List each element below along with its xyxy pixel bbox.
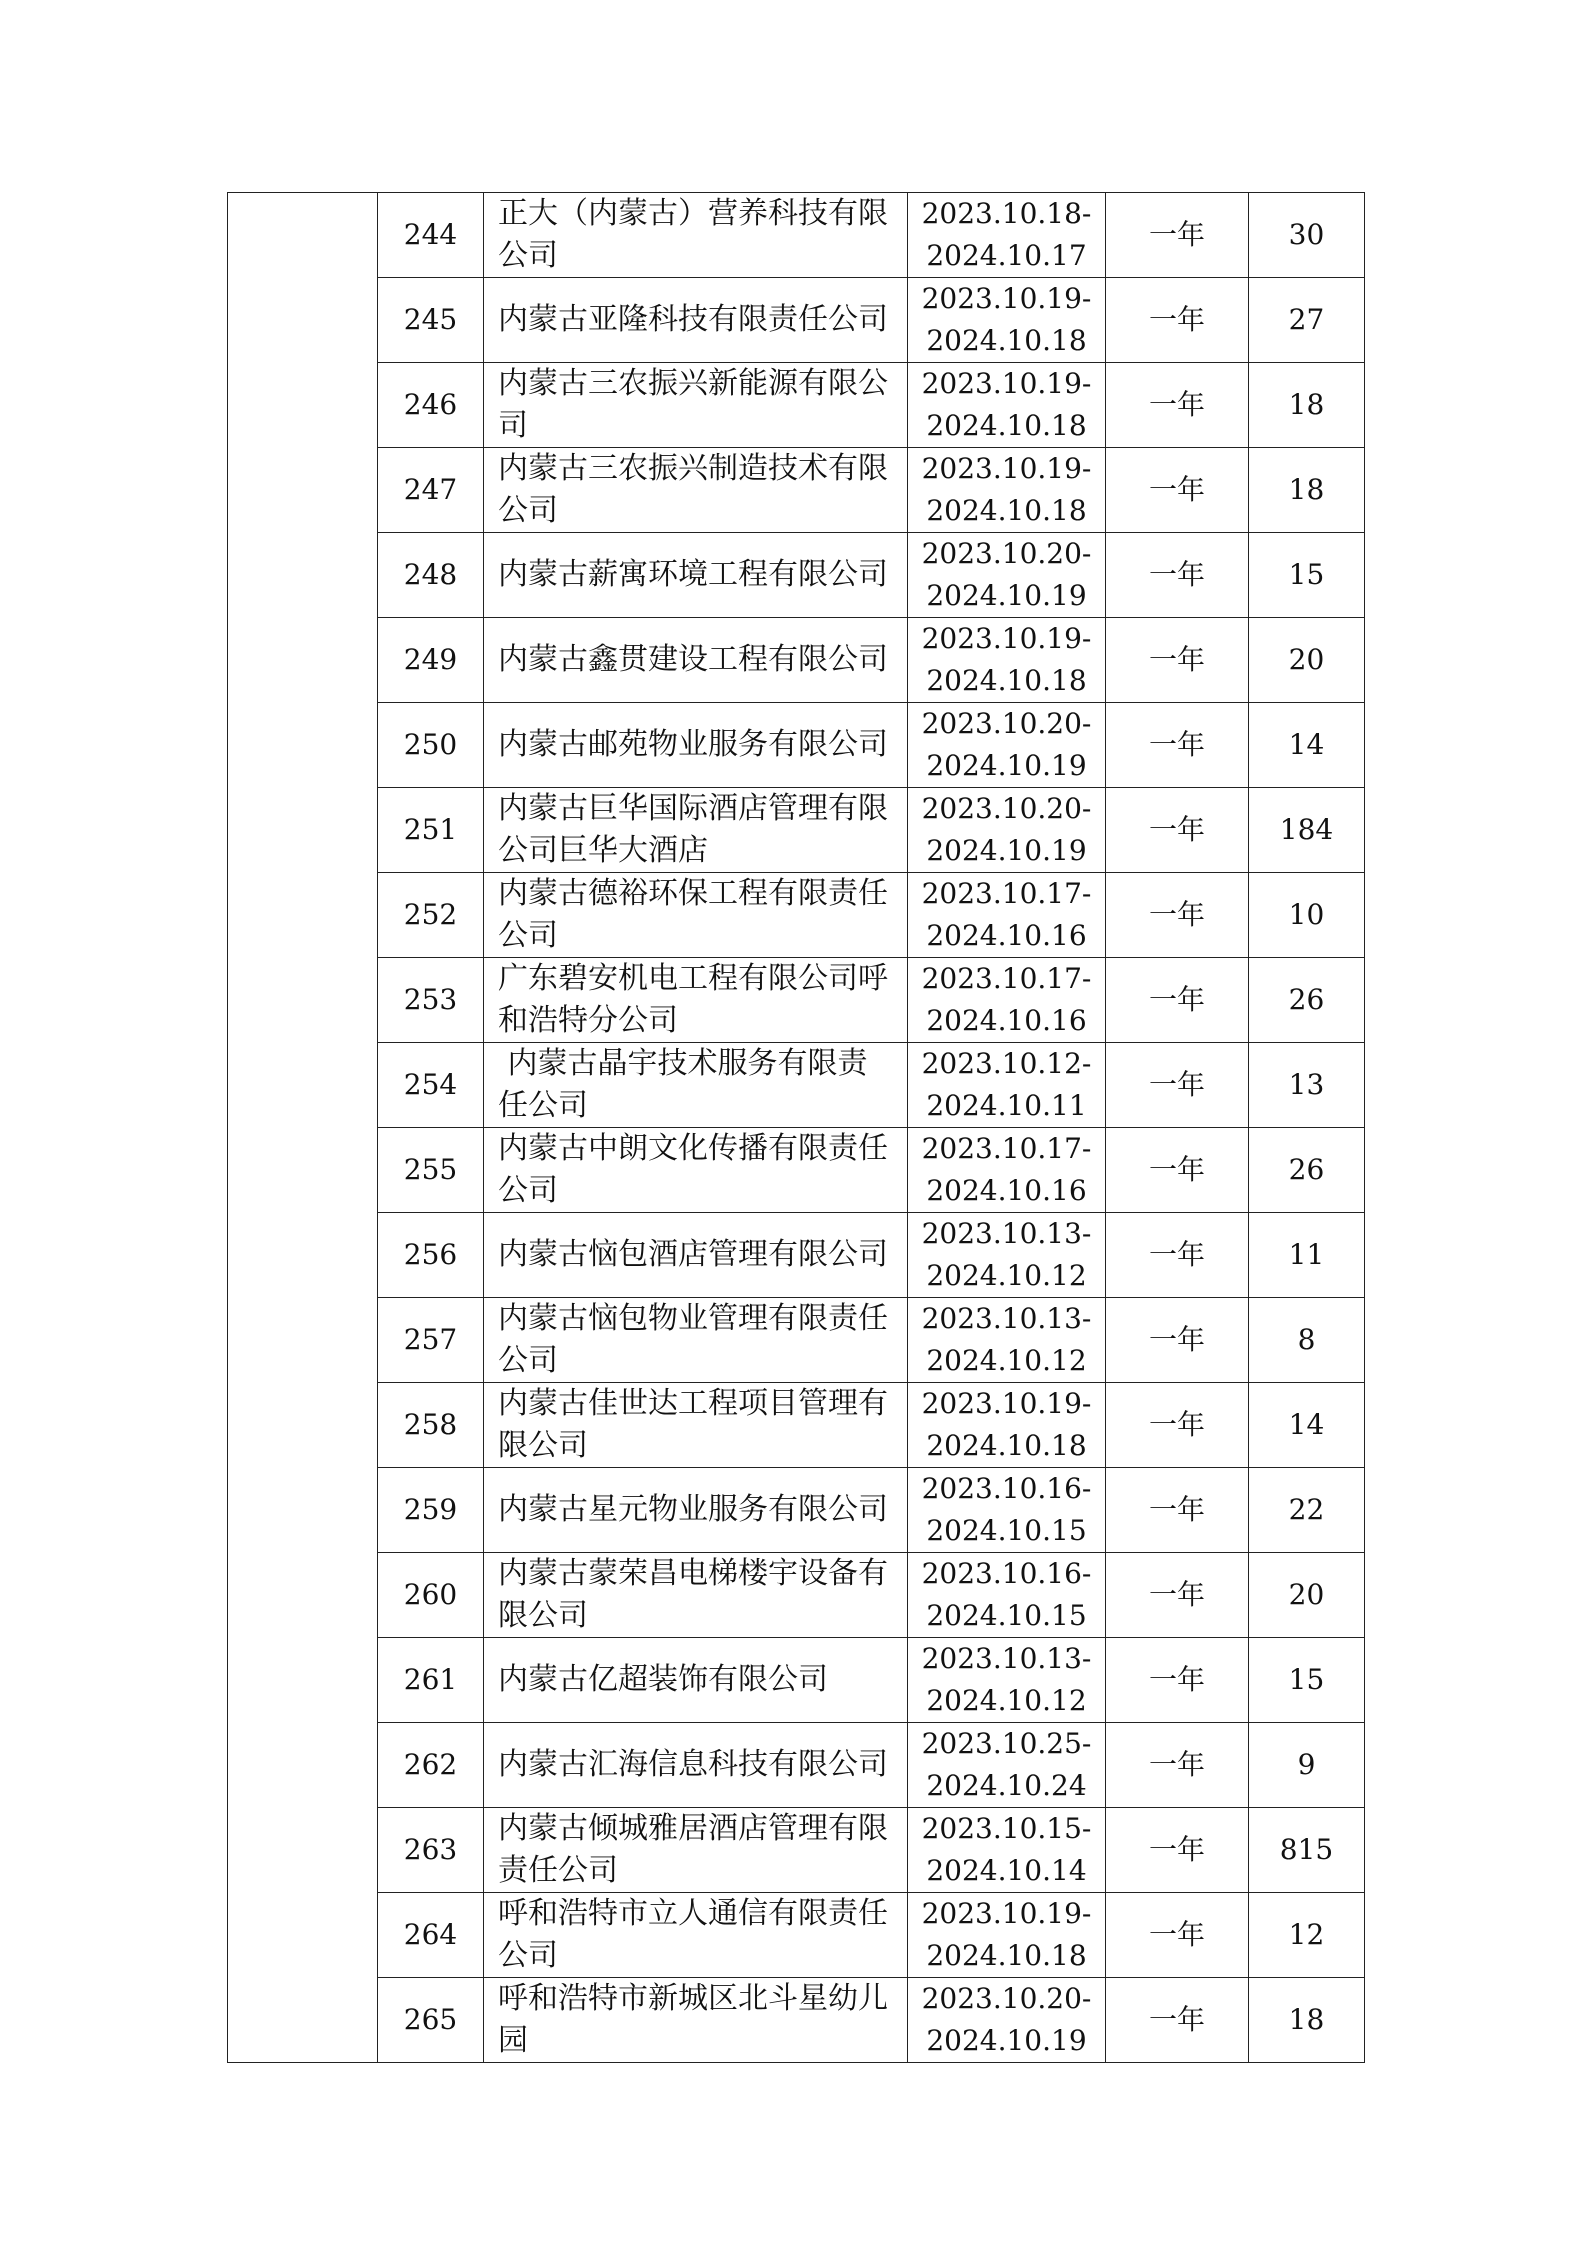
term: 一年 [1106, 1638, 1249, 1723]
company-name: 内蒙古中朗文化传播有限责任公司 [484, 1128, 908, 1213]
count: 9 [1249, 1723, 1365, 1808]
count: 26 [1249, 958, 1365, 1043]
company-name: 内蒙古邮苑物业服务有限公司 [484, 703, 908, 788]
table-row [228, 873, 1365, 958]
period-start: 2023.10.19- [921, 282, 1092, 315]
row-number: 249 [378, 618, 484, 703]
count: 15 [1249, 533, 1365, 618]
count: 815 [1249, 1808, 1365, 1893]
validity-period [908, 278, 1106, 363]
term: 一年 [1106, 1978, 1249, 2063]
term: 一年 [1106, 1213, 1249, 1298]
table-row [228, 1893, 1365, 1978]
count: 14 [1249, 703, 1365, 788]
row-number: 254 [378, 1043, 484, 1128]
count: 184 [1249, 788, 1365, 873]
validity-period [908, 1298, 1106, 1383]
period-end: 2024.10.18 [926, 1429, 1087, 1462]
term: 一年 [1106, 1128, 1249, 1213]
period-end: 2024.10.24 [926, 1769, 1087, 1802]
table-row [228, 1383, 1365, 1468]
row-number: 261 [378, 1638, 484, 1723]
period-start: 2023.10.17- [921, 1132, 1092, 1165]
row-number: 248 [378, 533, 484, 618]
count: 13 [1249, 1043, 1365, 1128]
period-start: 2023.10.15- [921, 1812, 1092, 1845]
period-end: 2024.10.15 [926, 1514, 1087, 1547]
period-start: 2023.10.16- [921, 1557, 1092, 1590]
period-end: 2024.10.15 [926, 1599, 1087, 1632]
validity-period [908, 1468, 1106, 1553]
term: 一年 [1106, 193, 1249, 278]
table-row [228, 703, 1365, 788]
period-start: 2023.10.13- [921, 1217, 1092, 1250]
row-number: 259 [378, 1468, 484, 1553]
period-start: 2023.10.17- [921, 962, 1092, 995]
table-row [228, 1638, 1365, 1723]
period-end: 2024.10.18 [926, 664, 1087, 697]
group-cell [228, 193, 378, 2063]
row-number: 264 [378, 1893, 484, 1978]
company-name: 内蒙古三农振兴制造技术有限公司 [484, 448, 908, 533]
table-row [228, 1213, 1365, 1298]
count: 14 [1249, 1383, 1365, 1468]
period-end: 2024.10.17 [926, 239, 1087, 272]
period-start: 2023.10.12- [921, 1047, 1092, 1080]
period-start: 2023.10.20- [921, 707, 1092, 740]
period-start: 2023.10.19- [921, 367, 1092, 400]
period-start: 2023.10.19- [921, 452, 1092, 485]
term: 一年 [1106, 278, 1249, 363]
row-number: 244 [378, 193, 484, 278]
term: 一年 [1106, 533, 1249, 618]
company-name: 广东碧安机电工程有限公司呼和浩特分公司 [484, 958, 908, 1043]
validity-period [908, 1978, 1106, 2063]
term: 一年 [1106, 1893, 1249, 1978]
table-row [228, 1553, 1365, 1638]
table-row [228, 958, 1365, 1043]
term: 一年 [1106, 703, 1249, 788]
table-body [228, 193, 1365, 2063]
period-end: 2024.10.16 [926, 1174, 1087, 1207]
row-number: 255 [378, 1128, 484, 1213]
table-row [228, 1043, 1365, 1128]
company-name: 内蒙古三农振兴新能源有限公司 [484, 363, 908, 448]
term: 一年 [1106, 1808, 1249, 1893]
company-name: 内蒙古德裕环保工程有限责任公司 [484, 873, 908, 958]
validity-period [908, 1383, 1106, 1468]
period-start: 2023.10.19- [921, 1897, 1092, 1930]
company-name: 内蒙古倾城雅居酒店管理有限责任公司 [484, 1808, 908, 1893]
table-row [228, 1128, 1365, 1213]
validity-period [908, 1723, 1106, 1808]
company-name: 内蒙古星元物业服务有限公司 [484, 1468, 908, 1553]
table-row [228, 363, 1365, 448]
term: 一年 [1106, 873, 1249, 958]
term: 一年 [1106, 1298, 1249, 1383]
period-start: 2023.10.20- [921, 1982, 1092, 2015]
table-row [228, 448, 1365, 533]
row-number: 260 [378, 1553, 484, 1638]
company-name: 内蒙古佳世达工程项目管理有限公司 [484, 1383, 908, 1468]
validity-period [908, 703, 1106, 788]
term: 一年 [1106, 958, 1249, 1043]
period-start: 2023.10.16- [921, 1472, 1092, 1505]
period-start: 2023.10.19- [921, 622, 1092, 655]
validity-period [908, 1893, 1106, 1978]
validity-period [908, 193, 1106, 278]
company-name: 内蒙古亿超装饰有限公司 [484, 1638, 908, 1723]
term: 一年 [1106, 1043, 1249, 1128]
count: 11 [1249, 1213, 1365, 1298]
count: 8 [1249, 1298, 1365, 1383]
validity-period [908, 1638, 1106, 1723]
period-end: 2024.10.19 [926, 749, 1087, 782]
count: 18 [1249, 1978, 1365, 2063]
table-row [228, 533, 1365, 618]
period-end: 2024.10.16 [926, 1004, 1087, 1037]
term: 一年 [1106, 1553, 1249, 1638]
row-number: 253 [378, 958, 484, 1043]
count: 12 [1249, 1893, 1365, 1978]
period-start: 2023.10.20- [921, 537, 1092, 570]
row-number: 251 [378, 788, 484, 873]
row-number: 256 [378, 1213, 484, 1298]
company-name: 呼和浩特市立人通信有限责任公司 [484, 1893, 908, 1978]
period-end: 2024.10.16 [926, 919, 1087, 952]
period-end: 2024.10.14 [926, 1854, 1087, 1887]
term: 一年 [1106, 618, 1249, 703]
validity-period [908, 448, 1106, 533]
table-row [228, 618, 1365, 703]
table-row [228, 788, 1365, 873]
table-row [228, 193, 1365, 278]
validity-period [908, 1213, 1106, 1298]
period-end: 2024.10.19 [926, 2024, 1087, 2057]
period-end: 2024.10.12 [926, 1259, 1087, 1292]
company-name: 内蒙古薪寓环境工程有限公司 [484, 533, 908, 618]
validity-period [908, 618, 1106, 703]
table-row [228, 1298, 1365, 1383]
validity-period [908, 1553, 1106, 1638]
row-number: 246 [378, 363, 484, 448]
row-number: 257 [378, 1298, 484, 1383]
validity-period [908, 533, 1106, 618]
table-row [228, 278, 1365, 363]
period-end: 2024.10.12 [926, 1344, 1087, 1377]
period-end: 2024.10.18 [926, 1939, 1087, 1972]
company-name: 内蒙古恼包物业管理有限责任公司 [484, 1298, 908, 1383]
row-number: 258 [378, 1383, 484, 1468]
company-name: 正大（内蒙古）营养科技有限公司 [484, 193, 908, 278]
row-number: 247 [378, 448, 484, 533]
period-start: 2023.10.13- [921, 1302, 1092, 1335]
table-row [228, 1468, 1365, 1553]
count: 20 [1249, 1553, 1365, 1638]
count: 26 [1249, 1128, 1365, 1213]
period-end: 2024.10.12 [926, 1684, 1087, 1717]
period-end: 2024.10.18 [926, 494, 1087, 527]
company-name: 内蒙古汇海信息科技有限公司 [484, 1723, 908, 1808]
period-end: 2024.10.19 [926, 834, 1087, 867]
row-number: 263 [378, 1808, 484, 1893]
row-number: 262 [378, 1723, 484, 1808]
company-name: 内蒙古蒙荣昌电梯楼宇设备有限公司 [484, 1553, 908, 1638]
count: 10 [1249, 873, 1365, 958]
table-row [228, 1723, 1365, 1808]
validity-period [908, 958, 1106, 1043]
term: 一年 [1106, 448, 1249, 533]
term: 一年 [1106, 788, 1249, 873]
company-name: 内蒙古晶宇技术服务有限责任公司 [484, 1043, 908, 1128]
count: 18 [1249, 448, 1365, 533]
term: 一年 [1106, 1723, 1249, 1808]
period-end: 2024.10.19 [926, 579, 1087, 612]
enterprise-table [227, 192, 1365, 2063]
table-row [228, 1808, 1365, 1893]
count: 27 [1249, 278, 1365, 363]
term: 一年 [1106, 1468, 1249, 1553]
company-name: 呼和浩特市新城区北斗星幼儿园 [484, 1978, 908, 2063]
row-number: 245 [378, 278, 484, 363]
count: 20 [1249, 618, 1365, 703]
period-end: 2024.10.11 [926, 1089, 1087, 1122]
table-row [228, 1978, 1365, 2063]
period-start: 2023.10.20- [921, 792, 1092, 825]
company-name: 内蒙古恼包酒店管理有限公司 [484, 1213, 908, 1298]
count: 18 [1249, 363, 1365, 448]
period-start: 2023.10.13- [921, 1642, 1092, 1675]
row-number: 265 [378, 1978, 484, 2063]
count: 15 [1249, 1638, 1365, 1723]
company-name: 内蒙古鑫贯建设工程有限公司 [484, 618, 908, 703]
period-start: 2023.10.25- [921, 1727, 1092, 1760]
validity-period [908, 1043, 1106, 1128]
period-start: 2023.10.18- [921, 197, 1092, 230]
validity-period [908, 363, 1106, 448]
period-end: 2024.10.18 [926, 409, 1087, 442]
term: 一年 [1106, 363, 1249, 448]
period-start: 2023.10.17- [921, 877, 1092, 910]
period-end: 2024.10.18 [926, 324, 1087, 357]
count: 22 [1249, 1468, 1365, 1553]
row-number: 252 [378, 873, 484, 958]
term: 一年 [1106, 1383, 1249, 1468]
validity-period [908, 788, 1106, 873]
count: 30 [1249, 193, 1365, 278]
validity-period [908, 1128, 1106, 1213]
company-name: 内蒙古亚隆科技有限责任公司 [484, 278, 908, 363]
period-start: 2023.10.19- [921, 1387, 1092, 1420]
validity-period [908, 1808, 1106, 1893]
row-number: 250 [378, 703, 484, 788]
validity-period [908, 873, 1106, 958]
company-name: 内蒙古巨华国际酒店管理有限公司巨华大酒店 [484, 788, 908, 873]
